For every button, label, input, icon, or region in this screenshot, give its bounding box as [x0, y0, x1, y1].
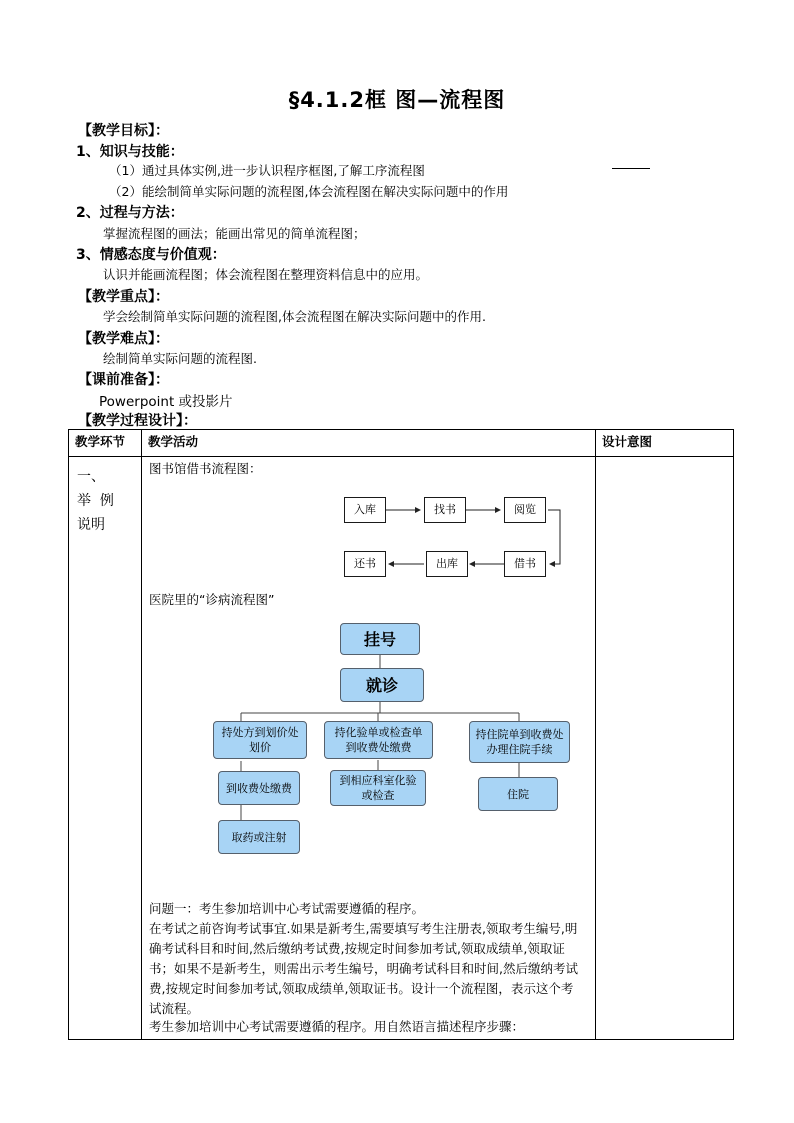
- library-intro: 图书馆借书流程图：: [149, 461, 262, 476]
- section1-heading: 1、知识与技能：: [76, 144, 184, 160]
- hospital-step-medicine: 取药或注射: [218, 820, 300, 854]
- difficulties-text: 绘制简单实际问题的流程图.: [103, 351, 257, 366]
- library-step-ruku: 入库: [344, 497, 386, 523]
- hospital-step-jiuzhen: 就诊: [340, 668, 424, 702]
- header-stage: 教学环节: [69, 430, 142, 457]
- hospital-intro: 医院里的“诊病流程图”: [149, 592, 275, 607]
- table-header-row: [69, 430, 734, 457]
- page-title: §4.1.2框 图—流程图: [288, 88, 506, 112]
- intent-cell: [596, 457, 734, 1040]
- difficulties-heading: 【教学难点】：: [78, 331, 169, 347]
- stage-number: 一、: [77, 469, 105, 485]
- section3-heading: 3、情感态度与价值观：: [76, 247, 226, 263]
- underline-mark: [612, 168, 650, 169]
- header-activity: 教学活动: [142, 430, 596, 457]
- hospital-step-test: 到相应科室化验或检查: [330, 770, 426, 806]
- stage-line3: 说明: [77, 517, 105, 533]
- stage-line2: 举 例: [77, 493, 114, 509]
- hospital-step-hospitalize: 住院: [478, 777, 558, 811]
- preparation-heading: 【课前准备】：: [78, 372, 169, 388]
- hospital-step-prescription: 持处方到划价处划价: [213, 721, 307, 759]
- library-step-yuelan: 阅览: [504, 497, 546, 523]
- question1-followup: 考生参加培训中心考试需要遵循的程序。用自然语言描述程序步骤：: [149, 1019, 525, 1034]
- question1-body: 在考试之前咨询考试事宜.如果是新考生,需要填写考生注册表,领取考生编号,明确考试科目和时间,然后缴纳考试费,按规定时间参加考试,领取成绩单,领取证书；如果不是新考生，则需出示考生编号，明确考试科目和时间,然后缴纳考试费,按规定时间参加考试,领取成绩单,领取证书。设计一个流程图，表示这个考试流程。: [149, 921, 578, 1016]
- section2-heading: 2、过程与方法：: [76, 205, 184, 221]
- stage-cell: [69, 457, 142, 1040]
- activity-cell: [142, 457, 596, 1040]
- section3-text: 认识并能画流程图；体会流程图在整理资料信息中的应用。: [103, 267, 429, 282]
- section1-item1: （1）通过具体实例,进一步认识程序框图,了解工序流程图: [109, 163, 425, 178]
- preparation-text: Powerpoint 或投影片: [99, 394, 233, 410]
- process-heading: 【教学过程设计】：: [78, 413, 197, 429]
- key-points-text: 学会绘制简单实际问题的流程图,体会流程图在解决实际问题中的作用.: [103, 309, 486, 324]
- hospital-step-admission: 持住院单到收费处办理住院手续: [469, 721, 570, 763]
- question1-title: 问题一：考生参加培训中心考试需要遵循的程序。: [149, 901, 425, 916]
- hospital-step-pay: 到收费处缴费: [218, 771, 300, 805]
- section2-text: 掌握流程图的画法；能画出常见的简单流程图；: [103, 226, 366, 241]
- library-step-chuku: 出库: [426, 551, 468, 577]
- section1-item2: （2）能绘制简单实际问题的流程图,体会流程图在解决实际问题中的作用: [109, 184, 509, 199]
- header-intent: 设计意图: [596, 430, 734, 457]
- table-row: [69, 457, 734, 1040]
- key-points-heading: 【教学重点】：: [78, 289, 169, 305]
- library-step-huanshu: 还书: [344, 551, 386, 577]
- library-step-jieshu: 借书: [504, 551, 546, 577]
- hospital-step-guahao: 挂号: [340, 623, 420, 655]
- hospital-step-lab-slip: 持化验单或检查单到收费处缴费: [324, 721, 433, 759]
- lesson-table: [68, 429, 734, 1040]
- objectives-heading: 【教学目标】：: [78, 123, 169, 139]
- library-step-zhaoshu: 找书: [424, 497, 466, 523]
